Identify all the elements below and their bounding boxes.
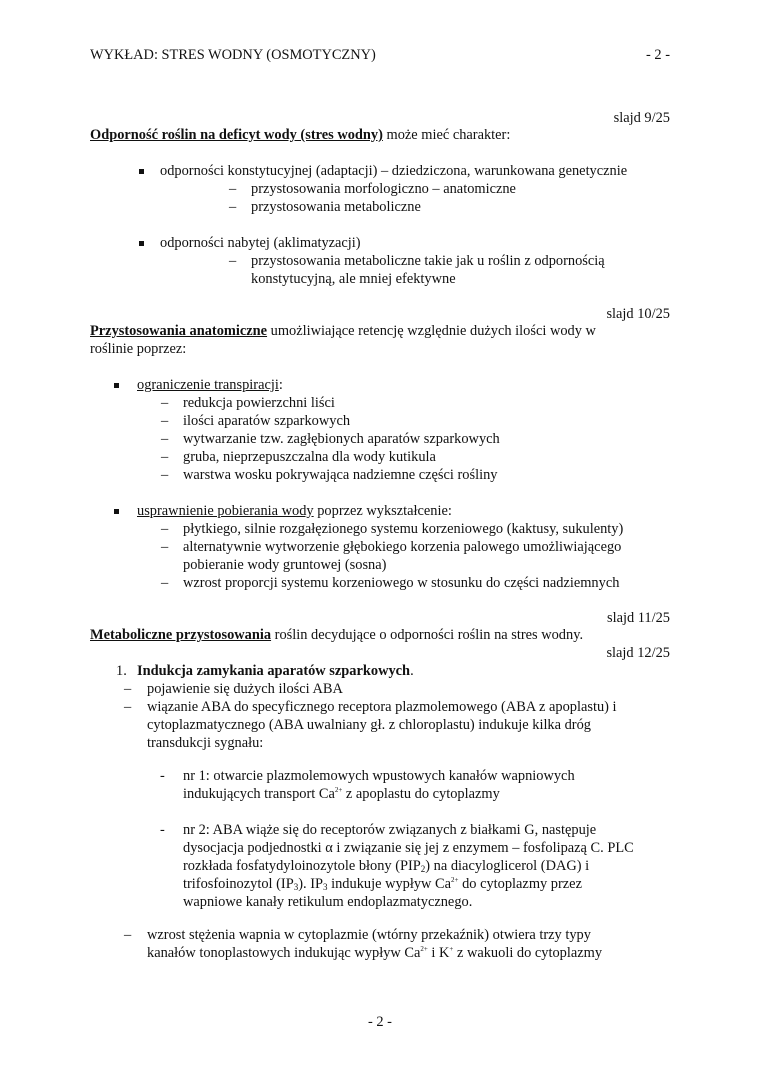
superscript: 2+: [420, 945, 428, 953]
header-title: WYKŁAD: STRES WODNY (OSMOTYCZNY): [90, 47, 376, 63]
heading-bold: Odporność roślin na deficyt wody (stres wodny): [90, 127, 383, 143]
list-item: przystosowania morfologiczno – anatomiczne: [251, 181, 516, 197]
footer-page-number: - 2 -: [368, 1014, 392, 1030]
dash-bullet-icon: –: [161, 539, 169, 555]
text-part: indukuje wypływ Ca: [327, 876, 452, 892]
superscript: +: [449, 945, 454, 953]
dash-bullet-icon: –: [161, 413, 169, 429]
list-item: alternatywnie wytworzenie głębokiego korzenia palowego umożliwiającego: [183, 539, 622, 555]
list-item: nr 1: otwarcie plazmolemowych wpustowych kanałów wapniowych: [183, 768, 575, 784]
list-item-continuation: [183, 858, 589, 876]
list-item-continuation: wapniowe kanały retikulum endoplazmatycznego.: [183, 894, 473, 910]
heading-rest: roślin decydujące o odporności roślin na stres wodny.: [271, 627, 584, 643]
list-item: warstwa wosku pokrywająca nadziemne części rośliny: [183, 467, 498, 483]
list-label-rest: poprzez wykształcenie:: [313, 503, 452, 519]
list-item: nr 2: ABA wiąże się do receptorów związanych z białkami G, następuje: [183, 822, 597, 838]
list-item-continuation: [183, 876, 582, 894]
list-label: usprawnienie pobierania wody: [137, 503, 314, 519]
section-heading-metabolic: [90, 627, 583, 645]
dash-bullet-icon: –: [161, 431, 169, 447]
list-item: odporności nabytej (aklimatyzacji): [160, 235, 361, 251]
subscript: 3: [323, 882, 328, 892]
heading-rest: umożliwiające retencję względnie dużych ilości wody w: [267, 323, 596, 339]
dash-bullet-icon: –: [229, 181, 237, 197]
superscript: 2+: [451, 876, 459, 884]
text-part: rozkłada fosfatydyloinozytole błony (PIP: [183, 858, 421, 874]
text-part: z apoplastu do cytoplazmy: [342, 786, 500, 802]
list-item: wytwarzanie tzw. zagłębionych aparatów szparkowych: [183, 431, 500, 447]
dash-bullet-icon: –: [229, 199, 237, 215]
list-label-rest: .: [410, 663, 414, 679]
dash-bullet-icon: –: [124, 699, 132, 715]
list-item: [137, 503, 452, 521]
hyphen-bullet-icon: -: [160, 822, 165, 838]
text-part: i K: [427, 945, 450, 961]
square-bullet-icon: [114, 509, 119, 514]
header-page-number: - 2 -: [646, 47, 670, 63]
paragraph-line: roślinie poprzez:: [90, 341, 187, 357]
list-item: wzrost stężenia wapnia w cytoplazmie (wtórny przekaźnik) otwiera trzy typy: [147, 927, 591, 943]
heading-rest: może mieć charakter:: [382, 127, 511, 143]
list-item: pojawienie się dużych ilości ABA: [147, 681, 343, 697]
dash-bullet-icon: –: [161, 395, 169, 411]
superscript: 2+: [334, 786, 343, 794]
list-item-continuation: konstytucyjną, ale mniej efektywne: [251, 271, 456, 287]
text-part: z wakuoli do cytoplazmy: [453, 945, 603, 961]
slide-ref-10: slajd 10/25: [606, 306, 670, 322]
heading-bold: Przystosowania anatomiczne: [90, 323, 268, 339]
list-label: Indukcja zamykania aparatów szparkowych: [137, 663, 411, 679]
list-item: płytkiego, silnie rozgałęzionego systemu korzeniowego (kaktusy, sukulenty): [183, 521, 624, 537]
list-item: wzrost proporcji systemu korzeniowego w stosunku do części nadziemnych: [183, 575, 620, 591]
list-item: przystosowania metaboliczne: [251, 199, 421, 215]
list-item-continuation: dysocjacja podjednostki α i związanie się jej z enzymem – fosfolipazą C. PLC: [183, 840, 634, 856]
dash-bullet-icon: –: [161, 521, 169, 537]
square-bullet-icon: [139, 241, 144, 246]
list-number: 1.: [116, 663, 127, 679]
list-item: odporności konstytucyjnej (adaptacji) – dziedziczona, warunkowana genetycznie: [160, 163, 628, 179]
list-item: wiązanie ABA do specyficznego receptora plazmolemowego (ABA z apoplastu) i: [147, 699, 617, 715]
list-item-continuation: pobieranie wody gruntowej (sosna): [183, 557, 387, 573]
section-heading-resistance: [90, 127, 510, 145]
dash-bullet-icon: –: [124, 927, 132, 943]
slide-ref-11: slajd 11/25: [606, 610, 670, 626]
list-item: gruba, nieprzepuszczalna dla wody kutikula: [183, 449, 436, 465]
dash-bullet-icon: –: [124, 681, 132, 697]
list-item: [137, 377, 283, 395]
text-part: do cytoplazmy przez: [458, 876, 582, 892]
text-part: indukujących transport Ca: [183, 786, 335, 802]
list-label-rest: :: [278, 377, 283, 393]
list-item-continuation: [183, 786, 500, 804]
dash-bullet-icon: –: [161, 449, 169, 465]
heading-bold: Metaboliczne przystosowania: [90, 627, 272, 643]
list-item: ilości aparatów szparkowych: [183, 413, 351, 429]
square-bullet-icon: [114, 383, 119, 388]
dash-bullet-icon: –: [229, 253, 237, 269]
slide-ref-12: slajd 12/25: [606, 645, 670, 661]
subscript: 2: [420, 864, 426, 874]
dash-bullet-icon: –: [161, 467, 169, 483]
subscript: 3: [293, 882, 299, 892]
square-bullet-icon: [139, 169, 144, 174]
text-part: ). IP: [298, 876, 324, 892]
list-item: przystosowania metaboliczne takie jak u roślin z odpornością: [251, 253, 605, 269]
list-item-continuation: transdukcji sygnału:: [147, 735, 264, 751]
list-item-continuation: [147, 945, 602, 963]
text-part: ) na diacyloglicerol (DAG) i: [425, 858, 590, 874]
hyphen-bullet-icon: -: [160, 768, 165, 784]
text-part: trifosfoinozytol (IP: [183, 876, 294, 892]
slide-ref-9: slajd 9/25: [613, 110, 670, 126]
section-heading-anatomical: [90, 323, 596, 341]
list-item: redukcja powierzchni liści: [183, 395, 335, 411]
list-item: [137, 663, 414, 681]
dash-bullet-icon: –: [161, 575, 169, 591]
text-part: kanałów tonoplastowych indukując wypływ Ca: [147, 945, 421, 961]
list-label: ograniczenie transpiracji: [137, 377, 279, 393]
list-item-continuation: cytoplazmatycznego (ABA uwalniany gł. z chloroplastu) indukuje kilka dróg: [147, 717, 591, 733]
